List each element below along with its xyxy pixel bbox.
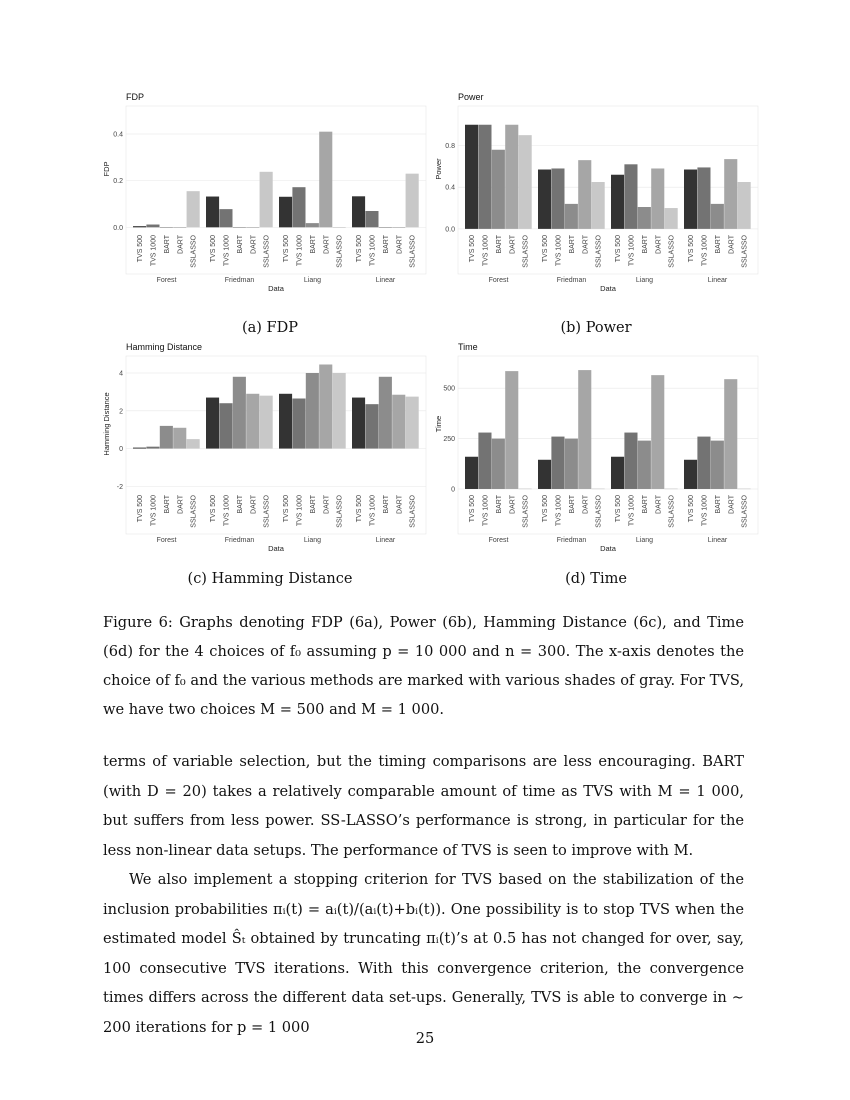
group-tick-label: Forest	[156, 537, 177, 544]
bar	[638, 441, 651, 489]
figure-caption: Figure 6: Graphs denoting FDP (6a), Power (6b), Hamming Distance (6c), and Time (6d) for the 4 choices of f₀ assuming p = 10 000 and n = 300. The x-axis denotes the choice of f₀ and the various methods are marked with various shades of gray. For TVS, we have two choices M = 500 and M = 1 000.	[103, 614, 744, 718]
method-tick-label: SSLASSO	[263, 235, 271, 268]
bar	[651, 168, 664, 228]
bar	[592, 489, 605, 490]
method-tick-label: TVS 1000	[555, 235, 563, 267]
bar	[173, 428, 186, 449]
method-tick-label: DART	[582, 495, 590, 514]
method-tick-label: SSLASSO	[741, 235, 749, 268]
bar	[624, 433, 637, 489]
bar	[352, 398, 365, 449]
method-tick-label: TVS 500	[283, 495, 291, 523]
method-tick-label: TVS 1000	[701, 495, 709, 527]
method-tick-label: BART	[309, 235, 317, 254]
method-tick-label: SSLASSO	[409, 495, 417, 528]
bar	[551, 437, 564, 489]
bar	[665, 208, 678, 229]
bar	[260, 396, 273, 449]
bar	[465, 125, 478, 229]
bar	[392, 395, 405, 449]
x-axis-label: Data	[600, 544, 616, 553]
method-tick-label: SSLASSO	[263, 495, 271, 528]
method-tick-label: TVS 500	[688, 235, 696, 263]
subcaption-fdp: (a) FDP	[241, 320, 298, 336]
method-tick-label: SSLASSO	[668, 495, 676, 528]
method-tick-label: TVS 500	[615, 235, 623, 263]
figure-panel-time	[432, 340, 762, 562]
method-tick-label: BART	[382, 235, 390, 254]
method-tick-label: DART	[582, 235, 590, 254]
fdp-chart	[100, 90, 430, 302]
bar	[624, 164, 637, 229]
method-tick-label: TVS 1000	[223, 495, 231, 527]
method-tick-label: TVS 1000	[296, 235, 304, 267]
method-tick-label: TVS 500	[615, 495, 623, 523]
group-tick-label: Liang	[303, 277, 322, 284]
method-tick-label: BART	[309, 495, 317, 514]
bar	[578, 160, 591, 229]
group-tick-label: Friedman	[224, 277, 255, 284]
bar	[697, 437, 710, 489]
bar	[206, 398, 219, 449]
bar	[478, 125, 491, 229]
y-tick-label: -2	[116, 483, 123, 491]
bar	[738, 489, 751, 490]
bar	[592, 182, 605, 229]
method-tick-label: TVS 500	[688, 495, 696, 523]
bar	[365, 404, 378, 448]
method-tick-label: TVS 500	[469, 495, 477, 523]
page-number: 25	[415, 1030, 435, 1047]
group-tick-label: Friedman	[556, 277, 587, 284]
method-tick-label: SSLASSO	[409, 235, 417, 268]
bar	[492, 439, 505, 489]
method-tick-label: DART	[250, 495, 258, 514]
y-axis-label: Power	[434, 158, 443, 180]
bar	[684, 460, 697, 489]
method-tick-label: SSLASSO	[190, 495, 198, 528]
subcaption-hamming: (c) Hamming Distance	[187, 571, 353, 587]
bar	[279, 394, 292, 449]
group-tick-label: Friedman	[224, 537, 255, 544]
method-tick-label: TVS 500	[469, 235, 477, 263]
y-tick-label: 0.4	[445, 184, 455, 192]
bar	[406, 397, 419, 449]
bar	[611, 457, 624, 489]
bar	[133, 226, 146, 227]
y-tick-label: 4	[119, 370, 123, 378]
bar	[187, 191, 200, 227]
y-tick-label: 0.0	[445, 226, 455, 234]
chart-title: FDP	[126, 92, 144, 102]
method-tick-label: BART	[568, 495, 576, 514]
bar	[565, 439, 578, 489]
bar	[333, 373, 346, 449]
body-text	[103, 747, 744, 1042]
paragraph-2: We also implement a stopping criterion for TVS based on the stabilization of the inclusion probabilities πᵢ(t) = aᵢ(t)/(aᵢ(t)+bᵢ(t)). One possibility is to stop TVS when the estimated model Ŝₜ obtained by truncating πᵢ(t)’s at 0.5 has not changed for over, say, 100 consecutive TVS iterations. With this convergence criterion, the convergence times differs across the different data set-ups. Generally, TVS is able to converge in ∼ 200 iterations for p = 1 000	[103, 871, 744, 1036]
figure-panel-fdp	[100, 90, 430, 302]
group-tick-label: Forest	[488, 537, 509, 544]
method-tick-label: TVS 500	[542, 235, 550, 263]
method-tick-label: DART	[323, 495, 331, 514]
bar	[478, 433, 491, 489]
bar	[333, 227, 346, 228]
y-tick-label: 0	[119, 446, 123, 454]
method-tick-label: SSLASSO	[522, 495, 530, 528]
x-axis-label: Data	[268, 544, 284, 553]
method-tick-label: SSLASSO	[522, 235, 530, 268]
bar	[173, 227, 186, 228]
y-tick-label: 250	[443, 436, 455, 444]
bar	[306, 373, 319, 449]
method-tick-label: TVS 1000	[150, 495, 158, 527]
bar	[292, 399, 305, 449]
bar	[738, 182, 751, 229]
y-tick-label: 0.4	[113, 131, 123, 139]
method-tick-label: SSLASSO	[336, 495, 344, 528]
bar	[306, 223, 319, 227]
method-tick-label: TVS 1000	[223, 235, 231, 267]
bar	[392, 227, 405, 228]
method-tick-label: DART	[655, 495, 663, 514]
method-tick-label: DART	[728, 235, 736, 254]
y-axis-label: Hamming Distance	[102, 392, 111, 456]
method-tick-label: SSLASSO	[595, 235, 603, 268]
bar	[505, 125, 518, 229]
power-chart	[432, 90, 762, 302]
method-tick-label: SSLASSO	[741, 495, 749, 528]
bar	[246, 394, 259, 449]
chart-title: Hamming Distance	[126, 342, 203, 352]
y-axis-label: Time	[434, 415, 443, 433]
y-tick-label: 500	[443, 385, 455, 393]
method-tick-label: BART	[568, 235, 576, 254]
chart-title: Power	[458, 92, 484, 102]
method-tick-label: TVS 500	[137, 235, 145, 263]
bar	[665, 489, 678, 490]
bar	[465, 457, 478, 489]
group-tick-label: Liang	[303, 537, 322, 544]
time-chart	[432, 340, 762, 562]
method-tick-label: SSLASSO	[595, 495, 603, 528]
method-tick-label: TVS 1000	[150, 235, 158, 267]
x-axis-label: Data	[600, 284, 616, 293]
method-tick-label: DART	[323, 235, 331, 254]
method-tick-label: TVS 500	[210, 235, 218, 263]
bar	[697, 167, 710, 228]
method-tick-label: BART	[236, 495, 244, 514]
bar	[146, 447, 159, 449]
method-tick-label: BART	[641, 235, 649, 254]
y-tick-label: 0.2	[113, 178, 123, 186]
bar	[684, 170, 697, 229]
method-tick-label: BART	[641, 495, 649, 514]
hamming-chart	[100, 340, 430, 562]
bar	[651, 375, 664, 489]
method-tick-label: TVS 500	[137, 495, 145, 523]
subcaption-time: (d) Time	[565, 571, 627, 587]
bar	[279, 197, 292, 228]
y-tick-label: 0.0	[113, 224, 123, 232]
method-tick-label: TVS 500	[210, 495, 218, 523]
bar	[551, 168, 564, 228]
bar	[565, 204, 578, 229]
group-tick-label: Liang	[635, 277, 654, 284]
method-tick-label: SSLASSO	[336, 235, 344, 268]
method-tick-label: BART	[714, 235, 722, 254]
bar	[492, 150, 505, 229]
bar	[260, 172, 273, 228]
method-tick-label: TVS 1000	[555, 495, 563, 527]
bar	[160, 227, 173, 228]
bar	[379, 377, 392, 449]
group-tick-label: Liang	[635, 537, 654, 544]
method-tick-label: TVS 500	[542, 495, 550, 523]
bar	[711, 204, 724, 229]
bar	[352, 196, 365, 227]
bar	[379, 227, 392, 228]
method-tick-label: BART	[163, 235, 171, 254]
method-tick-label: BART	[236, 235, 244, 254]
method-tick-label: DART	[177, 235, 185, 254]
x-axis-label: Data	[268, 284, 284, 293]
bar	[246, 227, 259, 228]
method-tick-label: DART	[396, 495, 404, 514]
bar	[638, 207, 651, 229]
bar	[219, 209, 232, 227]
bar	[538, 170, 551, 229]
bar	[724, 379, 737, 489]
method-tick-label: BART	[495, 235, 503, 254]
bar	[538, 460, 551, 489]
method-tick-label: TVS 1000	[369, 495, 377, 527]
method-tick-label: BART	[495, 495, 503, 514]
method-tick-label: TVS 1000	[296, 495, 304, 527]
method-tick-label: SSLASSO	[668, 235, 676, 268]
bar	[611, 175, 624, 229]
figure-panel-hamming	[100, 340, 430, 562]
method-tick-label: TVS 500	[283, 235, 291, 263]
bar	[519, 135, 532, 229]
y-tick-label: 0	[451, 486, 455, 494]
paragraph-1: terms of variable selection, but the timing comparisons are less encouraging. BART (with D = 20) takes a relatively comparable amount of time as TVS with M = 1 000, but suffers from less power. SS-LASSO’s performance is strong, in particular for the less non-linear data setups. The performance of TVS is seen to improve with M.	[103, 753, 744, 859]
group-tick-label: Forest	[156, 277, 177, 284]
method-tick-label: TVS 1000	[482, 235, 490, 267]
method-tick-label: BART	[382, 495, 390, 514]
bar	[711, 441, 724, 489]
bar	[578, 370, 591, 489]
method-tick-label: DART	[509, 235, 517, 254]
bar	[187, 439, 200, 448]
method-tick-label: DART	[396, 235, 404, 254]
chart-title: Time	[458, 342, 478, 352]
bar	[505, 371, 518, 489]
method-tick-label: BART	[163, 495, 171, 514]
group-tick-label: Linear	[375, 537, 396, 544]
bar	[133, 448, 146, 449]
bar	[233, 377, 246, 449]
group-tick-label: Linear	[375, 277, 396, 284]
method-tick-label: BART	[714, 495, 722, 514]
subcaption-power: (b) Power	[560, 320, 632, 336]
method-tick-label: TVS 1000	[628, 495, 636, 527]
y-axis-label: FDP	[102, 161, 111, 177]
bar	[365, 211, 378, 227]
bar	[160, 426, 173, 449]
bar	[724, 159, 737, 229]
method-tick-label: DART	[250, 235, 258, 254]
bar	[292, 187, 305, 227]
bar	[519, 489, 532, 490]
bar	[219, 403, 232, 448]
method-tick-label: SSLASSO	[190, 235, 198, 268]
method-tick-label: TVS 500	[356, 235, 364, 263]
bar	[319, 132, 332, 228]
group-tick-label: Linear	[707, 277, 728, 284]
group-tick-label: Linear	[707, 537, 728, 544]
bar	[146, 225, 159, 228]
bar	[233, 227, 246, 228]
bar	[406, 174, 419, 228]
bar	[206, 197, 219, 228]
y-tick-label: 2	[119, 408, 123, 416]
group-tick-label: Friedman	[556, 537, 587, 544]
method-tick-label: TVS 1000	[628, 235, 636, 267]
method-tick-label: DART	[509, 495, 517, 514]
figure-panel-power	[432, 90, 762, 302]
plot-area	[126, 106, 426, 274]
group-tick-label: Forest	[488, 277, 509, 284]
method-tick-label: TVS 1000	[482, 495, 490, 527]
method-tick-label: TVS 500	[356, 495, 364, 523]
method-tick-label: DART	[728, 495, 736, 514]
method-tick-label: DART	[177, 495, 185, 514]
y-tick-label: 0.8	[445, 143, 455, 151]
method-tick-label: TVS 1000	[369, 235, 377, 267]
method-tick-label: TVS 1000	[701, 235, 709, 267]
method-tick-label: DART	[655, 235, 663, 254]
bar	[319, 365, 332, 449]
